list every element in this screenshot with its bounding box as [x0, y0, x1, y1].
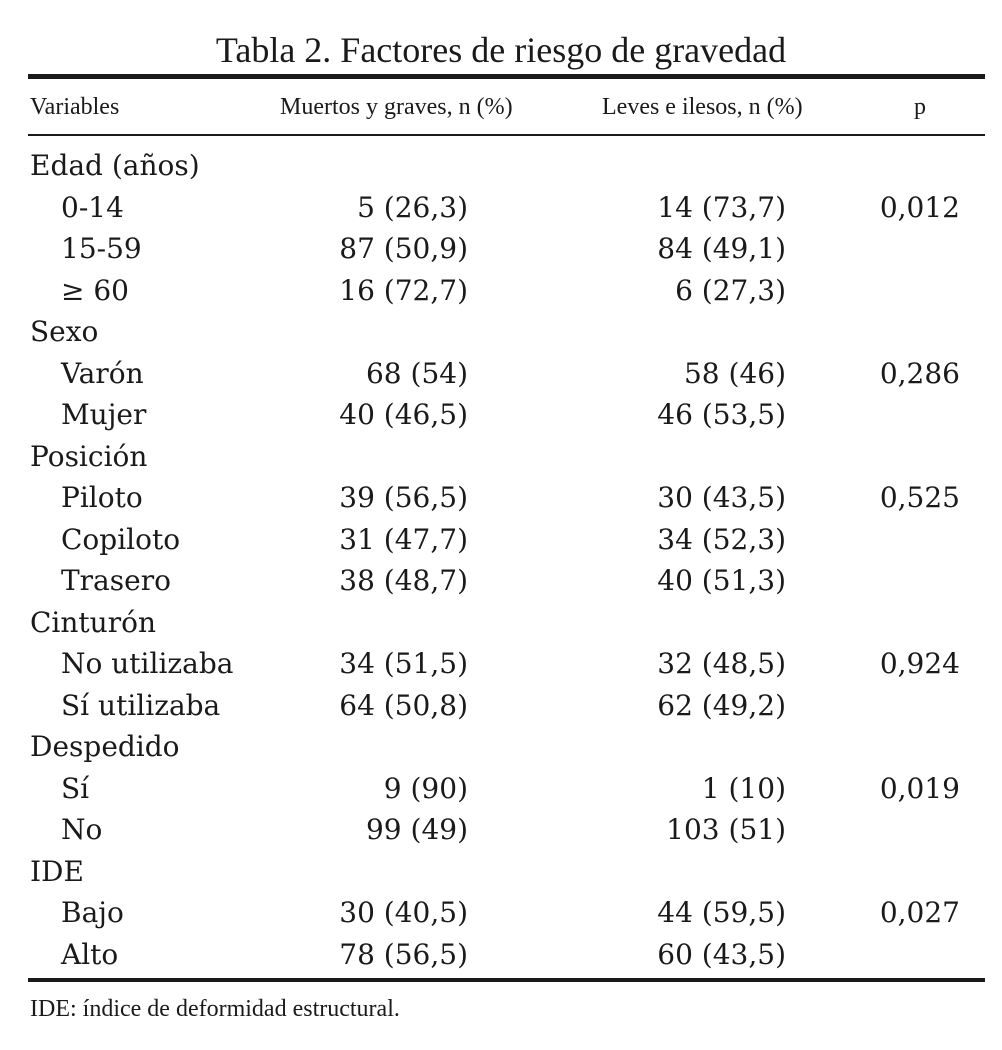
p-value: 0,019 — [879, 771, 960, 805]
severe-value: 40 (46,5) — [339, 398, 468, 431]
table-row — [0, 892, 1002, 934]
table-row — [0, 643, 1002, 685]
row-label: No — [61, 813, 103, 846]
table-row — [0, 187, 1002, 229]
table-row — [0, 809, 1002, 851]
severe-value: 5 (26,3) — [357, 190, 468, 224]
table-row — [0, 685, 1002, 727]
severe-value: 68 (54) — [365, 356, 468, 390]
table-row — [0, 519, 1002, 561]
table-row — [0, 353, 1002, 395]
mild-value: 62 (49,2) — [657, 688, 786, 722]
row-label: No utilizaba — [61, 647, 234, 680]
row-label: Piloto — [61, 481, 143, 514]
group-row — [0, 726, 1002, 768]
row-label: Alto — [61, 937, 119, 971]
severe-value: 30 (40,5) — [339, 896, 468, 929]
header-mild: Leves e ilesos, n (%) — [602, 94, 803, 120]
row-label: ≥ 60 — [61, 273, 129, 307]
mild-value: 1 (10) — [701, 771, 786, 805]
mild-value: 103 (51) — [666, 813, 786, 846]
severe-value: 9 (90) — [383, 771, 468, 805]
row-label: Varón — [61, 356, 144, 390]
mild-value: 32 (48,5) — [657, 647, 786, 680]
p-value: 0,012 — [879, 190, 960, 224]
table-row — [0, 768, 1002, 810]
bottom-rule — [28, 978, 985, 982]
row-label: Sí utilizaba — [61, 688, 221, 722]
mild-value: 34 (52,3) — [657, 522, 786, 556]
severe-value: 16 (72,7) — [339, 273, 468, 307]
row-label: Sí — [61, 771, 90, 805]
group-label: Posición — [30, 439, 148, 473]
severe-value: 38 (48,7) — [339, 564, 468, 597]
row-label: 0-14 — [61, 190, 124, 224]
row-label: Trasero — [61, 564, 171, 597]
table-row — [0, 394, 1002, 436]
row-label: Bajo — [61, 896, 124, 929]
p-value: 0,924 — [879, 647, 960, 680]
severe-value: 39 (56,5) — [339, 481, 468, 514]
mild-value: 46 (53,5) — [657, 398, 786, 431]
footnote: IDE: índice de deformidad estructural. — [30, 996, 400, 1022]
group-row — [0, 851, 1002, 893]
table-body — [0, 145, 1002, 975]
top-rule — [28, 74, 985, 79]
group-label: Despedido — [30, 730, 180, 763]
mild-value: 14 (73,7) — [657, 190, 786, 224]
group-row — [0, 145, 1002, 187]
group-label: IDE — [30, 854, 84, 888]
table-title: Tabla 2. Factores de riesgo de gravedad — [215, 30, 787, 70]
row-label: Copiloto — [61, 522, 181, 556]
group-label: Sexo — [30, 315, 99, 348]
group-label: Cinturón — [30, 605, 156, 639]
table-row — [0, 934, 1002, 976]
mild-value: 84 (49,1) — [657, 232, 786, 265]
severe-value: 31 (47,7) — [339, 522, 468, 556]
group-label: Edad (años) — [30, 149, 200, 182]
header-variables: Variables — [30, 94, 120, 120]
mild-value: 44 (59,5) — [657, 896, 786, 929]
group-row — [0, 436, 1002, 478]
header-severe: Muertos y graves, n (%) — [280, 94, 513, 120]
header-p: p — [914, 94, 926, 120]
p-value: 0,027 — [879, 896, 960, 929]
group-row — [0, 311, 1002, 353]
severe-value: 78 (56,5) — [339, 937, 468, 971]
severe-value: 64 (50,8) — [339, 688, 468, 722]
table-row — [0, 270, 1002, 312]
row-label: Mujer — [61, 398, 147, 431]
mild-value: 6 (27,3) — [675, 273, 786, 307]
row-label: 15-59 — [61, 232, 142, 265]
severe-value: 99 (49) — [365, 813, 468, 846]
mild-value: 40 (51,3) — [657, 564, 786, 597]
mild-value: 58 (46) — [683, 356, 786, 390]
mild-value: 60 (43,5) — [657, 937, 786, 971]
table-row — [0, 228, 1002, 270]
mild-value: 30 (43,5) — [657, 481, 786, 514]
severe-value: 87 (50,9) — [339, 232, 468, 265]
p-value: 0,525 — [879, 481, 960, 514]
p-value: 0,286 — [879, 356, 960, 390]
header-rule — [28, 134, 985, 136]
table-row — [0, 560, 1002, 602]
table-row — [0, 477, 1002, 519]
group-row — [0, 602, 1002, 644]
severe-value: 34 (51,5) — [339, 647, 468, 680]
